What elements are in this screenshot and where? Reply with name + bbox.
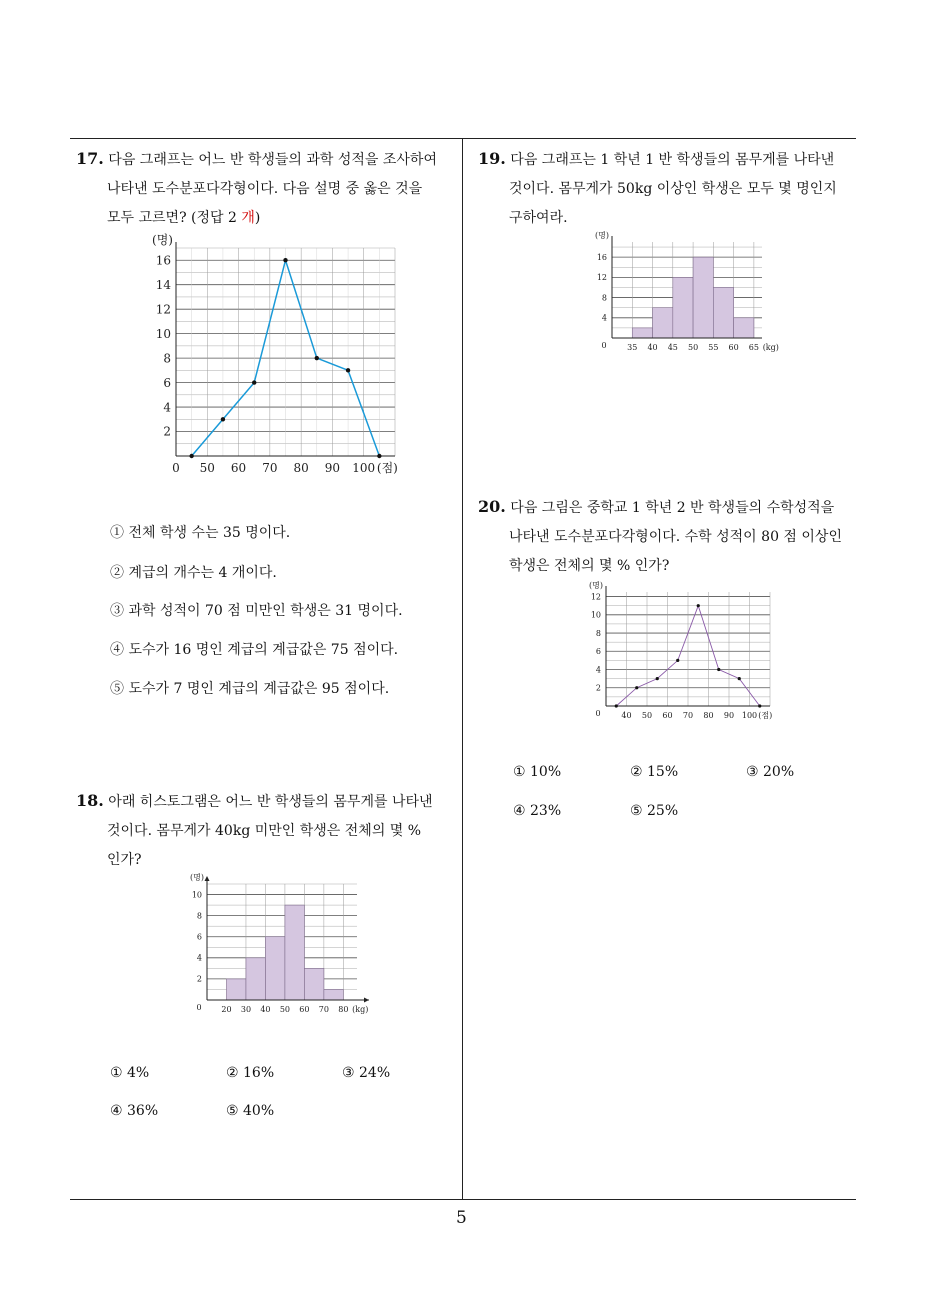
- y-tick-label: 16: [155, 253, 171, 268]
- question-line: 것이다. 몸무게가 40kg 미만인 학생은 전체의 몇 %: [107, 823, 422, 839]
- data-point: [697, 604, 700, 607]
- histogram-bar: [632, 328, 652, 338]
- y-tick-label: 12: [596, 273, 607, 283]
- histogram-bar: [246, 958, 265, 1000]
- y-tick-label: 4: [163, 400, 171, 415]
- x-tick-label: 90: [723, 711, 735, 720]
- histogram-bar: [265, 937, 284, 1000]
- y-tick-label: 8: [601, 293, 607, 303]
- histogram-bar: [693, 257, 713, 338]
- x-tick-label: 40: [260, 1005, 271, 1014]
- x-tick-label: 50: [687, 343, 699, 352]
- x-tick-label: 60: [662, 711, 673, 720]
- q19-histogram: [590, 228, 780, 358]
- y-tick-label: 16: [596, 252, 607, 262]
- data-point: [189, 454, 193, 458]
- q20-choice-1[interactable]: ① 10%: [513, 764, 562, 780]
- x-tick-label: 90: [324, 461, 341, 475]
- y-tick-label: 8: [595, 628, 601, 638]
- x-tick-label: 70: [318, 1005, 329, 1014]
- text-segment: 모두 고르면? (정답 2: [107, 210, 242, 226]
- question-line: 다음 그래프는 1 학년 1 반 학생들의 몸무게를 나타낸: [510, 152, 835, 168]
- x-tick-label: 60: [299, 1005, 310, 1014]
- question-line: 인가?: [107, 852, 142, 868]
- x-tick-label: 20: [221, 1005, 232, 1014]
- q18-histogram: [185, 870, 385, 1020]
- x-tick-label: 80: [293, 461, 309, 475]
- data-point: [346, 368, 350, 372]
- y-tick-label: 2: [196, 974, 202, 984]
- x-tick-label: 70: [262, 461, 278, 475]
- histogram-bar: [285, 905, 304, 1000]
- question-line: 나타낸 도수분포다각형이다. 수학 성적이 80 점 이상인: [509, 529, 842, 545]
- q20-choice-3[interactable]: ③ 20%: [746, 764, 795, 780]
- data-point: [656, 677, 659, 680]
- x-tick-label: 100: [352, 461, 376, 475]
- q17-choice-3[interactable]: ③ 과학 성적이 70 점 미만인 학생은 31 명이다.: [110, 603, 403, 619]
- y-axis-unit: (명): [190, 873, 204, 882]
- origin-label: 0: [196, 1003, 202, 1012]
- question-line: 아래 히스토그램은 어느 반 학생들의 몸무게를 나타낸: [108, 794, 433, 810]
- bottom-rule: [70, 1199, 856, 1200]
- q17-choice-2[interactable]: ② 계급의 개수는 4 개이다.: [110, 565, 277, 581]
- histogram-bar: [673, 277, 693, 338]
- y-tick-label: 2: [595, 683, 601, 693]
- histogram-bar: [324, 989, 343, 1000]
- answer-count-highlight: 개: [241, 210, 255, 226]
- q18-choice-1[interactable]: ① 4%: [110, 1065, 150, 1081]
- q17-choice-4[interactable]: ④ 도수가 16 명인 계급의 계급값은 75 점이다.: [110, 642, 399, 658]
- data-point: [717, 668, 720, 671]
- x-axis-unit: (점): [758, 711, 773, 720]
- question-line: 다음 그림은 중학교 1 학년 2 반 학생들의 수학성적을: [510, 500, 835, 516]
- y-tick-label: 10: [155, 326, 171, 341]
- q17-frequency-polygon: [140, 232, 430, 482]
- histogram-bar: [713, 287, 733, 338]
- q17-choice-5[interactable]: ⑤ 도수가 7 명인 계급의 계급값은 95 점이다.: [110, 681, 390, 697]
- question-number: 18.: [76, 791, 104, 810]
- q18-choice-3[interactable]: ③ 24%: [342, 1065, 391, 1081]
- y-tick-label: 6: [595, 647, 601, 657]
- q20-choice-4[interactable]: ④ 23%: [513, 803, 562, 819]
- data-point: [758, 704, 761, 707]
- x-tick-label: 80: [703, 711, 714, 720]
- page-number: 5: [456, 1208, 467, 1228]
- x-tick-label: 50: [279, 1005, 291, 1014]
- question-20: [478, 492, 860, 581]
- x-tick-label: 40: [621, 711, 632, 720]
- text-segment: ): [254, 210, 261, 226]
- question-18: [76, 786, 458, 875]
- x-tick-label: 60: [230, 461, 247, 475]
- y-tick-label: 4: [196, 953, 202, 963]
- x-tick-label: 55: [708, 343, 719, 352]
- data-point: [221, 417, 225, 421]
- data-point: [252, 380, 256, 384]
- histogram-bar: [734, 318, 754, 338]
- x-tick-label: 50: [641, 711, 653, 720]
- y-axis-unit: (명): [595, 231, 609, 240]
- data-point: [315, 356, 319, 360]
- q18-choice-4[interactable]: ④ 36%: [110, 1103, 159, 1119]
- question-line: 나타낸 도수분포다각형이다. 다음 설명 중 옳은 것을: [107, 181, 423, 197]
- x-tick-label: 40: [647, 343, 658, 352]
- y-tick-label: 10: [590, 610, 601, 620]
- y-tick-label: 10: [191, 890, 202, 900]
- x-axis-unit: (점): [376, 461, 398, 475]
- y-tick-label: 2: [163, 424, 171, 439]
- x-tick-label: 60: [728, 343, 739, 352]
- q17-choice-1[interactable]: ① 전체 학생 수는 35 명이다.: [110, 525, 291, 541]
- y-tick-label: 14: [155, 277, 171, 292]
- x-tick-label: 45: [667, 343, 678, 352]
- x-tick-label: 65: [748, 343, 759, 352]
- y-tick-label: 8: [196, 911, 202, 921]
- q20-frequency-polygon: [589, 578, 792, 720]
- x-tick-label: 50: [199, 461, 215, 475]
- y-tick-label: 12: [590, 592, 601, 602]
- origin-label: 0: [601, 341, 607, 350]
- question-19: [478, 144, 860, 233]
- x-tick-label: 100: [741, 711, 758, 720]
- origin-label: 0: [595, 709, 601, 718]
- q20-choice-5[interactable]: ⑤ 25%: [630, 803, 679, 819]
- question-17: [76, 144, 458, 233]
- x-tick-label: 80: [338, 1005, 349, 1014]
- y-axis-unit: (명): [152, 233, 173, 247]
- x-tick-label: 30: [240, 1005, 252, 1014]
- y-tick-label: 4: [601, 313, 607, 323]
- y-tick-label: 6: [196, 932, 202, 942]
- question-line: 다음 그래프는 어느 반 학생들의 과학 성적을 조사하여: [108, 152, 437, 168]
- question-line: 구하여라.: [509, 210, 568, 226]
- x-tick-label: 35: [627, 343, 638, 352]
- x-axis-unit: (kg): [352, 1005, 369, 1014]
- y-axis-unit: (명): [589, 581, 603, 590]
- data-point: [377, 454, 381, 458]
- data-point: [635, 686, 638, 689]
- x-axis-arrow: [364, 998, 369, 1003]
- data-point: [738, 677, 741, 680]
- y-tick-label: 8: [163, 351, 171, 366]
- data-point: [676, 659, 679, 662]
- question-number: 20.: [478, 497, 506, 516]
- histogram-bar: [653, 308, 673, 338]
- q18-choice-2[interactable]: ② 16%: [226, 1065, 275, 1081]
- column-divider: [462, 139, 463, 1199]
- x-axis-unit: (kg): [762, 343, 779, 352]
- y-tick-label: 4: [595, 665, 601, 675]
- question-number: 19.: [478, 149, 506, 168]
- histogram-bar: [226, 979, 245, 1000]
- q18-choice-5[interactable]: ⑤ 40%: [226, 1103, 275, 1119]
- origin-label: 0: [172, 461, 180, 475]
- question-number: 17.: [76, 149, 104, 168]
- histogram-bar: [304, 968, 323, 1000]
- question-line: [76, 204, 458, 233]
- y-tick-label: 6: [163, 375, 171, 390]
- question-line: 것이다. 몸무게가 50kg 이상인 학생은 모두 몇 명인지: [509, 181, 837, 197]
- question-line: 학생은 전체의 몇 % 인가?: [509, 558, 670, 574]
- top-rule: [70, 138, 856, 139]
- data-point: [283, 258, 287, 262]
- data-point: [615, 704, 618, 707]
- q20-choice-2[interactable]: ② 15%: [630, 764, 679, 780]
- y-axis-arrow: [205, 876, 210, 881]
- x-tick-label: 70: [682, 711, 694, 720]
- y-tick-label: 12: [155, 302, 171, 317]
